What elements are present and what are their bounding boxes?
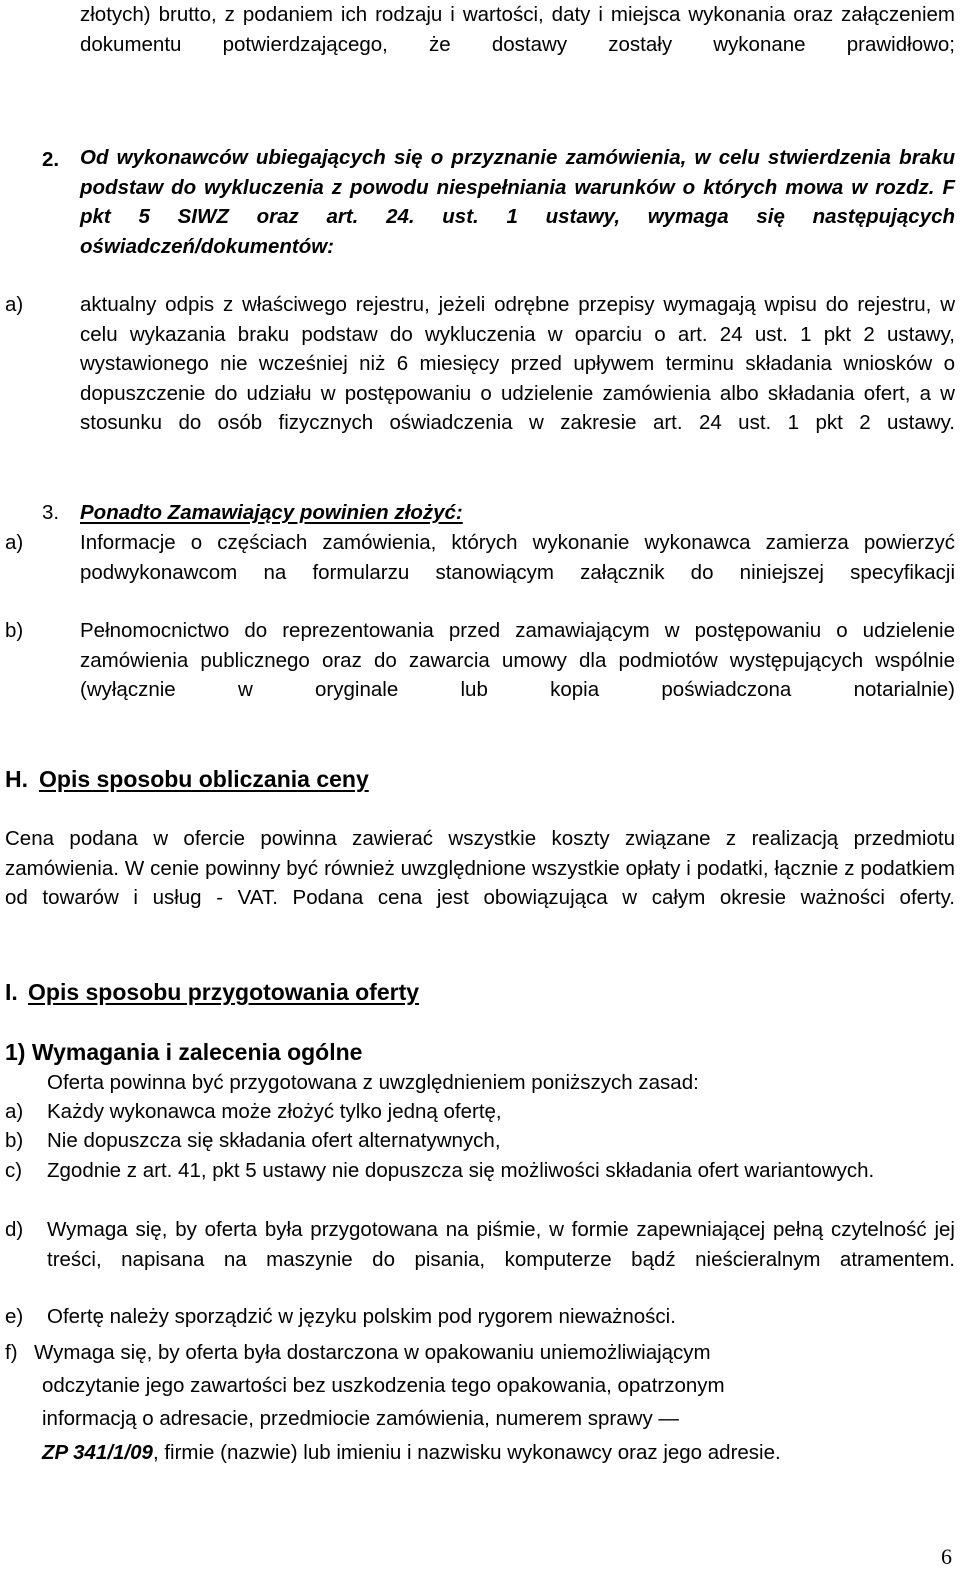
section3-number: 3. <box>42 501 60 524</box>
section-h-letter: H. <box>5 766 28 792</box>
section3-item-b-text: Pełnomocnictwo do reprezentowania przed zamawiającym w postępowaniu o udzielenie zamówienia publicznego oraz do zawarcia umowy dla podmiotów występujących wspólnie (wyłącznie w oryginale lub kopia poświadczona notarialnie) <box>80 619 955 701</box>
section-i-item-f-label: f) <box>5 1341 18 1364</box>
section3-item-b-label: b) <box>5 619 24 642</box>
section-i-item-f-line4-rest: , firmie (nazwie) lub imieniu i nazwisku wykonawcy oraz jego adresie. <box>152 1441 781 1464</box>
case-number: ZP 341/1/09 <box>42 1441 153 1464</box>
section-i-item-f-line4 <box>42 1438 781 1467</box>
section-h-title: Opis sposobu obliczania ceny <box>39 766 369 792</box>
section-i-item-b-text: Nie dopuszcza się składania ofert alternatywnych, <box>47 1129 501 1152</box>
section-i-subheading: 1) Wymagania i zalecenia ogólne <box>5 1039 363 1065</box>
section-i-item-e-text: Ofertę należy sporządzić w języku polskim pod rygorem nieważności. <box>47 1305 676 1328</box>
section-i-title: Opis sposobu przygotowania oferty <box>28 979 420 1005</box>
section-i-letter: I. <box>5 979 18 1005</box>
section3-item-a-label: a) <box>5 531 24 554</box>
section2-number: 2. <box>42 148 60 171</box>
section-i-item-b-label: b) <box>5 1129 24 1152</box>
section-i-item-c-label: c) <box>5 1159 23 1182</box>
section2-item-a-label: a) <box>5 293 24 316</box>
section2-text: Od wykonawców ubiegających się o przyznanie zamówienia, w celu stwierdzenia braku podstaw do wykluczenia z powodu niespełniania warunków o których mowa w rozdz. F pkt 5 SIWZ oraz art. 24. ust. 1 ustawy, wymaga się następujących oświadczeń/dokumentów: <box>80 146 955 258</box>
section-i-item-c-text: Zgodnie z art. 41, pkt 5 ustawy nie dopuszcza się możliwości składania ofert wariantowych. <box>47 1159 875 1182</box>
top-paragraph: złotych) brutto, z podaniem ich rodzaju i wartości, daty i miejsca wykonania oraz załączeniem dokumentu potwierdzającego, że dostawy zostały wykonane prawidłowo; <box>80 3 955 56</box>
section-h-text: Cena podana w ofercie powinna zawierać wszystkie koszty związane z realizacją przedmiotu zamówienia. W cenie powinny być również uwzględnione wszystkie opłaty i podatki, łącznie z podatkiem od towarów i usług - VAT. Podana cena jest obowiązująca w całym okresie ważności oferty. <box>5 827 955 909</box>
section-i-item-f-line1: Wymaga się, by oferta była dostarczona w opakowaniu uniemożliwiającym <box>34 1341 711 1364</box>
section-i-item-d-label: d) <box>5 1218 24 1241</box>
section3-heading: Ponadto Zamawiający powinien złożyć: <box>80 501 463 524</box>
section-i-intro: Oferta powinna być przygotowana z uwzględnieniem poniższych zasad: <box>47 1071 699 1094</box>
section-i-item-f-line2: odczytanie jego zawartości bez uszkodzenia tego opakowania, opatrzonym <box>42 1374 725 1397</box>
section-i-item-f-line3: informacją o adresacie, przedmiocie zamówienia, numerem sprawy — <box>42 1407 679 1430</box>
section2-item-a-text: aktualny odpis z właściwego rejestru, jeżeli odrębne przepisy wymagają wpisu do rejestru, w celu wykazania braku podstaw do wykluczenia w oparciu o art. 24 ust. 1 pkt 2 ustawy, wystawionego nie wcześniej niż 6 miesięcy przed upływem terminu składania wniosków o dopuszczenie do udziału w postępowaniu o udzielenie zamówienia albo składania ofert, a w stosunku do osób fizycznych oświadczenia w zakresie art. 24 ust. 1 pkt 2 ustawy. <box>80 293 955 434</box>
section-i-item-e-label: e) <box>5 1305 24 1328</box>
page-number: 6 <box>941 1544 952 1569</box>
section-i-item-d-text: Wymaga się, by oferta była przygotowana na piśmie, w formie zapewniającej pełną czytelność jej treści, napisana na maszynie do pisania, komputerze bądź nieścieralnym atramentem. <box>47 1218 955 1271</box>
section3-item-a-text: Informacje o częściach zamówienia, których wykonanie wykonawca zamierza powierzyć podwykonawcom na formularzu stanowiącym załącznik do niniejszej specyfikacji <box>80 531 955 584</box>
section-i-item-a-text: Każdy wykonawca może złożyć tylko jedną ofertę, <box>47 1100 502 1123</box>
section-i-item-a-label: a) <box>5 1100 24 1123</box>
